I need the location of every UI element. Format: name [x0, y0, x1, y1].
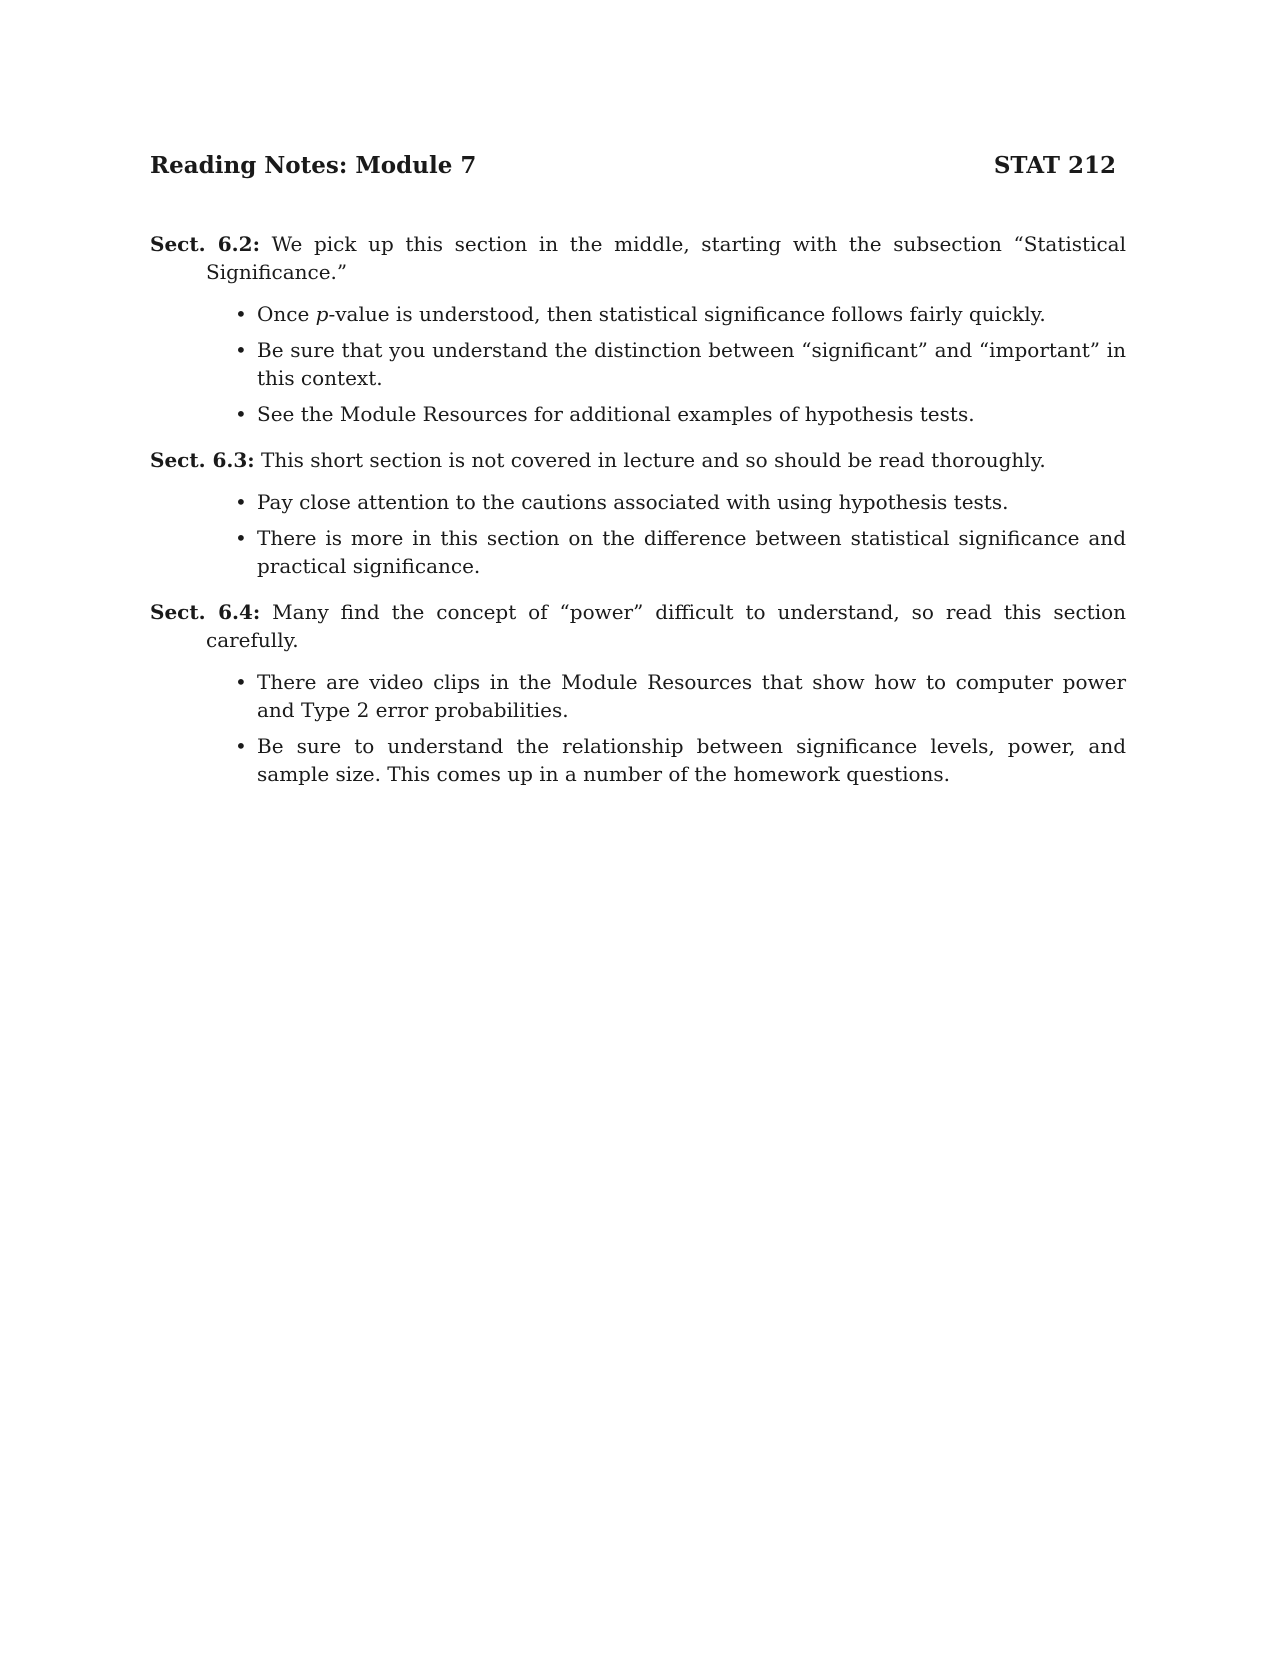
item-text: See the Module Resources for additional examples of hypothesis tests. — [257, 402, 975, 426]
section-heading — [150, 230, 1126, 286]
item-text: Once — [257, 302, 316, 326]
bullet-list — [150, 300, 1126, 428]
bullet-list — [150, 668, 1126, 788]
list-item — [235, 732, 1126, 788]
section-intro: This short section is not covered in lecture and so should be read thoroughly. — [261, 448, 1046, 472]
section-label: Sect. 6.4: — [150, 600, 261, 624]
item-text: There are video clips in the Module Resources that show how to computer power and Type 2 error probabilities. — [257, 670, 1126, 722]
bullet-icon: • — [235, 490, 247, 514]
section-label: Sect. 6.3: — [150, 448, 255, 472]
notes-body — [150, 230, 1126, 806]
bullet-icon: • — [235, 302, 247, 326]
item-text: Be sure to understand the relationship between significance levels, power, and sample size. This comes up in a number of the homework questions. — [257, 734, 1126, 786]
bullet-icon: • — [235, 338, 247, 362]
bullet-icon: • — [235, 402, 247, 426]
list-item — [235, 668, 1126, 724]
page-header — [150, 150, 1116, 182]
section-6-4 — [150, 598, 1126, 788]
section-6-2 — [150, 230, 1126, 428]
list-item — [235, 400, 1126, 428]
list-item — [235, 300, 1126, 328]
list-item — [235, 336, 1126, 392]
course-code: STAT 212 — [993, 152, 1116, 179]
item-text: Be sure that you understand the distinction between “significant” and “important” in this context. — [257, 338, 1126, 390]
section-intro: Many find the concept of “power” difficult to understand, so read this section carefully. — [206, 600, 1127, 652]
section-label: Sect. 6.2: — [150, 232, 260, 256]
item-text: Pay close attention to the cautions associated with using hypothesis tests. — [257, 490, 1009, 514]
p-symbol: p — [315, 302, 329, 326]
bullet-icon: • — [235, 670, 247, 694]
section-heading — [150, 598, 1126, 654]
document-title: Reading Notes: Module 7 — [150, 152, 477, 179]
bullet-icon: • — [235, 734, 247, 758]
bullet-list — [150, 488, 1126, 580]
section-6-3 — [150, 446, 1126, 580]
list-item — [235, 488, 1126, 516]
list-item — [235, 524, 1126, 580]
bullet-icon: • — [235, 526, 247, 550]
item-text-cont: -value is understood, then statistical significance follows fairly quickly. — [328, 302, 1046, 326]
section-intro: We pick up this section in the middle, starting with the subsection “Statistical Significance.” — [206, 232, 1127, 284]
item-text: There is more in this section on the difference between statistical significance and practical significance. — [257, 526, 1126, 578]
section-heading — [150, 446, 1126, 474]
